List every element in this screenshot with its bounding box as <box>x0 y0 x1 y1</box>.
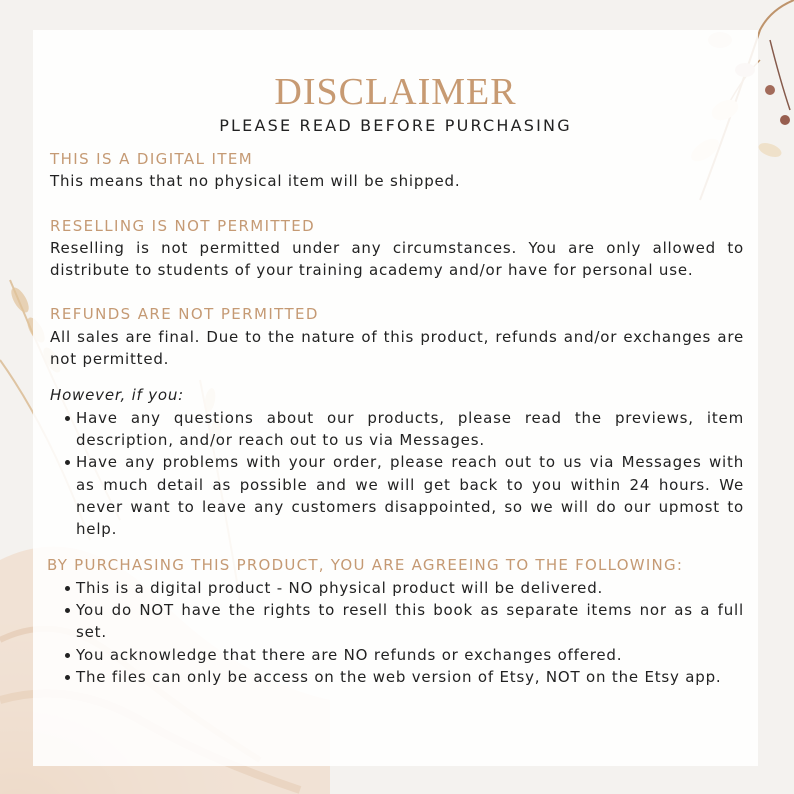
however-intro: However, if you: <box>50 386 185 405</box>
section-digital-item <box>50 148 744 193</box>
section-body: Reselling is not permitted under any circumstances. You are only allowed to distribute to students of your training academy and/or have for personal use. <box>50 238 744 280</box>
section-agreement <box>47 554 744 688</box>
section-heading: REFUNDS ARE NOT PERMITTED <box>50 305 319 324</box>
list-item: You do NOT have the rights to resell this book as separate items nor as a full set. <box>50 599 744 644</box>
page-title: DISCLAIMER <box>274 71 517 113</box>
disclaimer-content <box>47 148 744 688</box>
list-item: This is a digital product - NO physical product will be delivered. <box>50 577 744 599</box>
section-body: This means that no physical item will be shipped. <box>50 172 461 191</box>
list-item: You acknowledge that there are NO refunds or exchanges offered. <box>50 644 744 666</box>
agreement-heading: BY PURCHASING THIS PRODUCT, YOU ARE AGREEING TO THE FOLLOWING: <box>47 556 684 575</box>
however-list <box>50 407 744 541</box>
list-item: The files can only be access on the web version of Etsy, NOT on the Etsy app. <box>50 666 744 688</box>
agreement-list <box>50 577 744 688</box>
section-however <box>50 384 744 540</box>
list-item: Have any questions about our products, please read the previews, item description, and/or reach out to us via Messages. <box>50 407 744 452</box>
list-item: Have any problems with your order, please reach out to us via Messages with as much detail as possible and we will get back to you within 24 hours. We never want to leave any customers disappointed, so we will do our upmost to help. <box>50 451 744 540</box>
section-heading: RESELLING IS NOT PERMITTED <box>50 216 316 235</box>
section-refunds <box>50 303 744 370</box>
section-reselling <box>50 215 744 282</box>
page-subtitle: PLEASE READ BEFORE PURCHASING <box>219 116 572 135</box>
section-body: All sales are final. Due to the nature of this product, refunds and/or exchanges are not permitted. <box>50 327 744 369</box>
section-heading: THIS IS A DIGITAL ITEM <box>50 150 254 168</box>
